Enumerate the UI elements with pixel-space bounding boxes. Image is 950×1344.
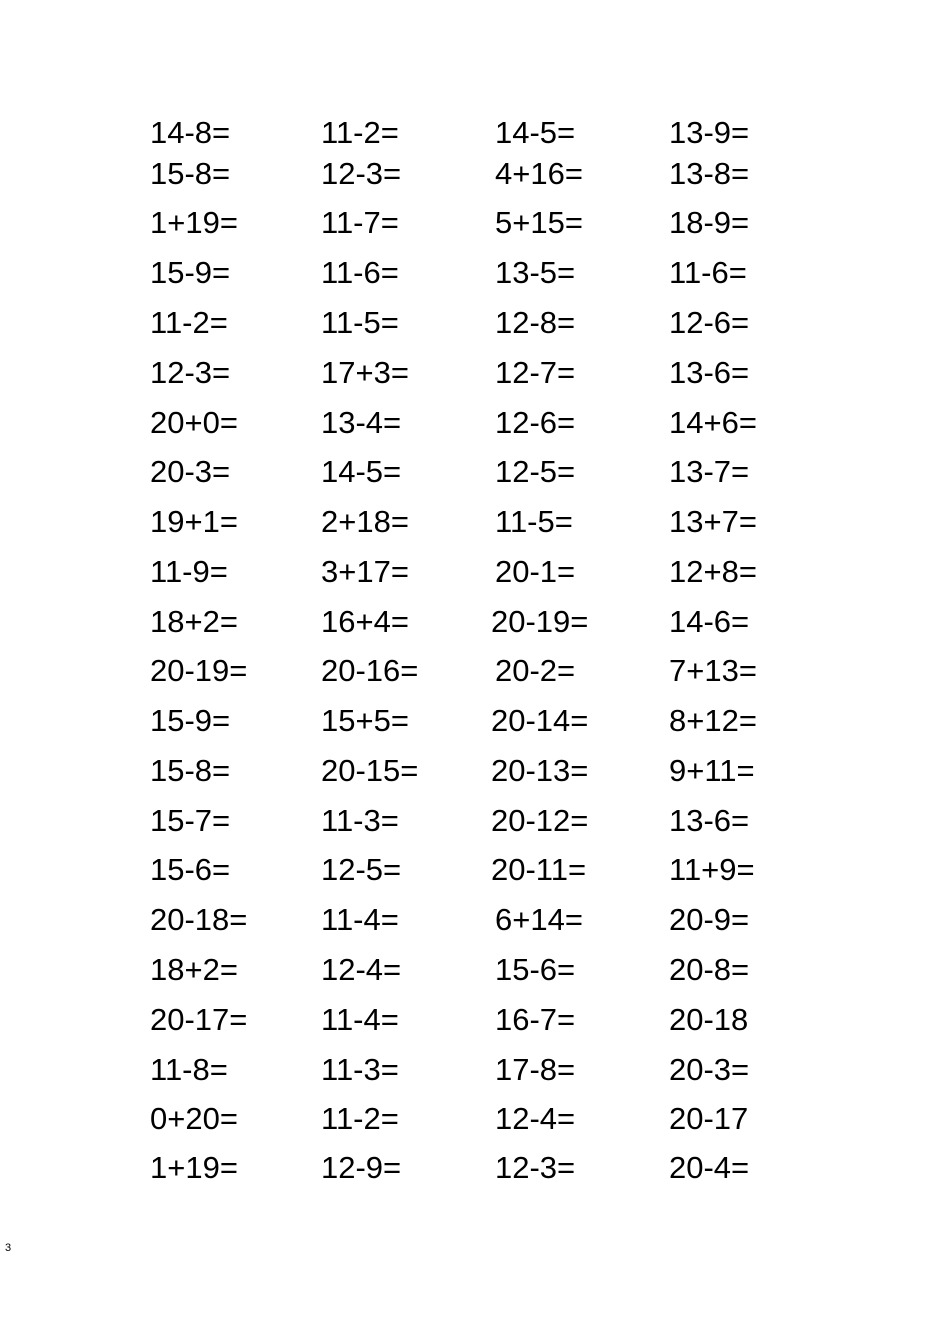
problem-cell: 2+18=: [321, 504, 409, 539]
problem-cell: 13-6=: [669, 355, 750, 390]
problem-cell: 11-2=: [321, 115, 399, 150]
problem-cell: 20-4=: [669, 1150, 750, 1185]
problem-cell: 13-9=: [669, 115, 750, 150]
problem-cell: 15-9=: [150, 703, 231, 738]
problem-cell: 13-8=: [669, 156, 750, 191]
problem-cell: 15-8=: [150, 753, 231, 788]
problem-cell: 20-16=: [321, 653, 419, 688]
problem-cell: 20-8=: [669, 952, 750, 987]
problem-cell: 15-6=: [150, 852, 231, 887]
problem-cell: 11-2=: [321, 1101, 399, 1136]
problem-cell: 20-17=: [150, 1002, 248, 1037]
problem-cell: 17-8=: [495, 1052, 576, 1087]
problem-cell: 13-5=: [495, 255, 576, 290]
problem-cell: 13-4=: [321, 405, 402, 440]
problem-cell: 9+11=: [669, 753, 755, 788]
page-number: 3: [5, 1242, 12, 1254]
problem-cell: 20-3=: [669, 1052, 750, 1087]
problem-cell: 12-6=: [495, 405, 576, 440]
problem-cell: 20-14=: [491, 703, 589, 738]
problem-cell: 11+9=: [669, 852, 755, 887]
problem-cell: 11-7=: [321, 205, 399, 240]
problem-cell: 11-5=: [495, 504, 573, 539]
problem-cell: 12-6=: [669, 305, 750, 340]
problem-cell: 3+17=: [321, 554, 409, 589]
problem-cell: 16+4=: [321, 604, 409, 639]
problem-cell: 20-18: [669, 1002, 749, 1037]
problem-cell: 15-9=: [150, 255, 231, 290]
problem-cell: 12-5=: [495, 454, 576, 489]
problem-cell: 20-19=: [491, 604, 589, 639]
problem-cell: 11-4=: [321, 1002, 399, 1037]
problem-cell: 20-2=: [495, 653, 576, 688]
problem-cell: 15-7=: [150, 803, 231, 838]
problem-cell: 14-6=: [669, 604, 750, 639]
problem-cell: 12-9=: [321, 1150, 402, 1185]
problem-cell: 8+12=: [669, 703, 757, 738]
problem-cell: 4+16=: [495, 156, 583, 191]
problem-cell: 12-3=: [495, 1150, 576, 1185]
problem-cell: 13-7=: [669, 454, 750, 489]
problem-cell: 11-2=: [150, 305, 228, 340]
problem-cell: 16-7=: [495, 1002, 576, 1037]
problem-cell: 20-11=: [491, 852, 587, 887]
problem-cell: 11-4=: [321, 902, 399, 937]
problem-cell: 14+6=: [669, 405, 757, 440]
problem-cell: 13-6=: [669, 803, 750, 838]
problem-cell: 5+15=: [495, 205, 583, 240]
problem-cell: 20-3=: [150, 454, 231, 489]
problem-cell: 1+19=: [150, 1150, 238, 1185]
problem-cell: 19+1=: [150, 504, 238, 539]
problem-cell: 12-8=: [495, 305, 576, 340]
problem-cell: 1+19=: [150, 205, 238, 240]
problem-cell: 20-17: [669, 1101, 749, 1136]
problem-cell: 20-18=: [150, 902, 248, 937]
problem-cell: 20-12=: [491, 803, 589, 838]
problem-cell: 14-5=: [321, 454, 402, 489]
problem-cell: 12-7=: [495, 355, 576, 390]
problem-cell: 20-19=: [150, 653, 248, 688]
problem-cell: 11-6=: [321, 255, 399, 290]
problem-cell: 7+13=: [669, 653, 757, 688]
problem-cell: 14-8=: [150, 115, 231, 150]
problem-cell: 12+8=: [669, 554, 757, 589]
problem-cell: 11-5=: [321, 305, 399, 340]
problem-cell: 12-3=: [150, 355, 231, 390]
problem-cell: 12-3=: [321, 156, 402, 191]
problem-cell: 11-8=: [150, 1052, 228, 1087]
problem-cell: 20+0=: [150, 405, 238, 440]
problem-cell: 11-3=: [321, 1052, 399, 1087]
problem-cell: 0+20=: [150, 1101, 238, 1136]
problem-cell: 18-9=: [669, 205, 750, 240]
problem-cell: 12-5=: [321, 852, 402, 887]
problem-cell: 18+2=: [150, 604, 238, 639]
problem-cell: 17+3=: [321, 355, 409, 390]
problem-cell: 15-8=: [150, 156, 231, 191]
problem-cell: 11-9=: [150, 554, 228, 589]
problem-cell: 11-3=: [321, 803, 399, 838]
problem-cell: 11-6=: [669, 255, 747, 290]
problem-cell: 12-4=: [321, 952, 402, 987]
problem-cell: 14-5=: [495, 115, 576, 150]
problem-cell: 18+2=: [150, 952, 238, 987]
problem-cell: 13+7=: [669, 504, 757, 539]
problem-cell: 12-4=: [495, 1101, 576, 1136]
problem-cell: 20-15=: [321, 753, 419, 788]
problem-cell: 20-13=: [491, 753, 589, 788]
problem-cell: 15+5=: [321, 703, 409, 738]
problem-cell: 15-6=: [495, 952, 576, 987]
problem-cell: 6+14=: [495, 902, 583, 937]
problem-cell: 20-1=: [495, 554, 576, 589]
problem-cell: 20-9=: [669, 902, 750, 937]
